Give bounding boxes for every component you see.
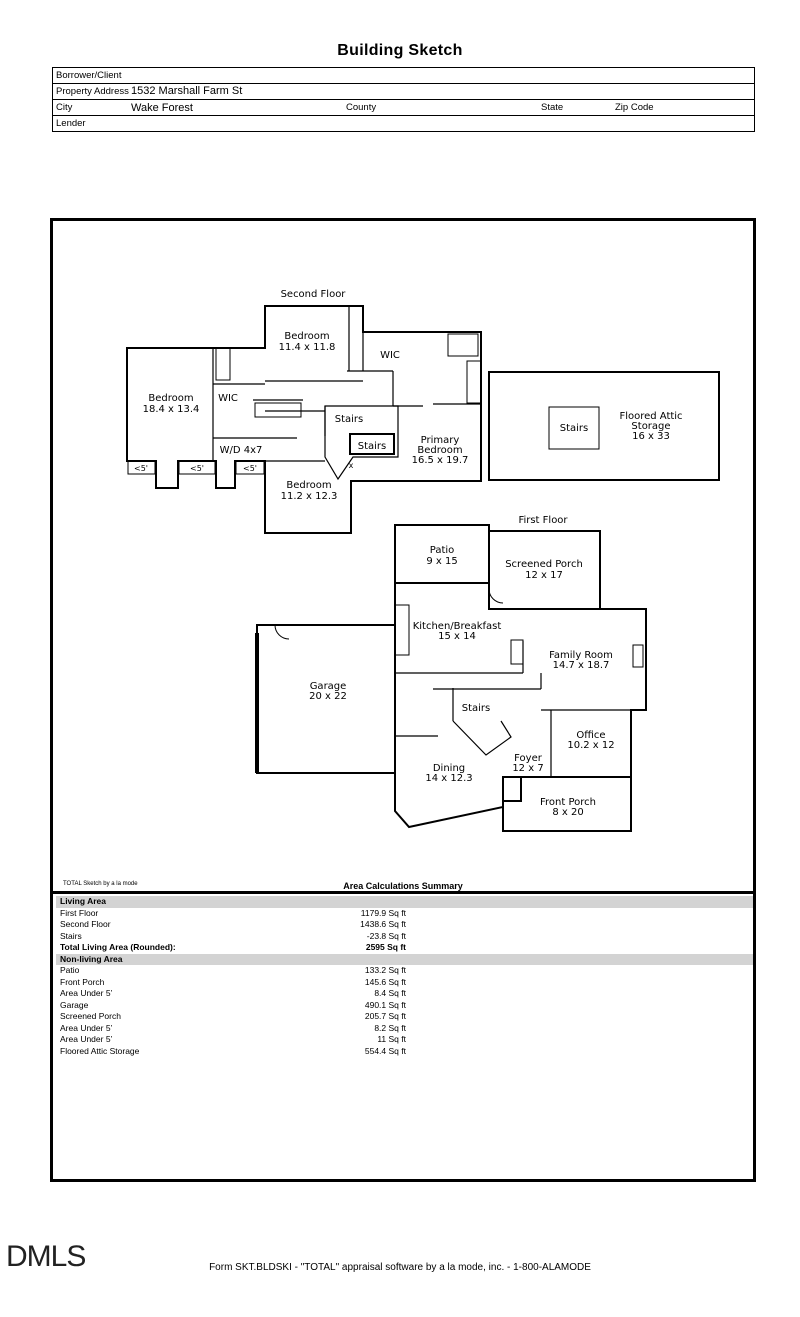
floor-plan-drawing (53, 221, 753, 881)
door-swing (275, 625, 289, 639)
mls-watermark: DMLS (6, 1240, 86, 1273)
room-dim: 14.7 x 18.7 (552, 660, 610, 671)
room-name: Bedroom (284, 331, 330, 342)
lender-label: Lender (56, 118, 86, 129)
address-label: Property Address (56, 86, 129, 97)
first-floor-outline (257, 583, 646, 827)
table-row: Second Floor 1438.6 Sq ft (60, 919, 406, 929)
vanity-icon (255, 403, 301, 417)
room-name: W/D 4x7 (219, 445, 263, 456)
room-name: Stairs (357, 441, 387, 452)
summary-divider (53, 891, 753, 894)
room-name: Patio (429, 545, 455, 556)
table-row: Patio 133.2 Sq ft (60, 965, 406, 975)
city-label: City (56, 102, 73, 113)
door-swing-2 (489, 589, 503, 603)
zip-label: Zip Code (615, 102, 654, 113)
total-row: Total Living Area (Rounded): 2595 Sq ft (60, 942, 406, 952)
state-label: State (541, 102, 564, 113)
under5-label: <5' (134, 464, 148, 473)
room-dim: 15 x 14 (438, 631, 476, 642)
room-name: Front Porch (540, 797, 596, 808)
room-dim: 11.4 x 11.8 (278, 342, 336, 353)
table-row: Area Under 5’ 8.2 Sq ft (60, 1022, 406, 1033)
room-dim: 18.4 x 13.4 (142, 404, 200, 415)
room-name: Kitchen/Breakfast (412, 621, 502, 632)
table-row: Area Under 5’ 11 Sq ft (60, 1034, 406, 1044)
room-dim: 8 x 20 (552, 807, 584, 818)
table-row: Area Under 5’ 8.4 Sq ft (60, 988, 406, 998)
form-footer: Form SKT.BLDSKI - "TOTAL" appraisal software by a la mode, inc. - 1-800-ALAMODE (209, 1262, 591, 1273)
under5-label: <5' (190, 464, 204, 473)
tub-icon (216, 348, 230, 380)
room-name: Bedroom (286, 480, 332, 491)
room-dim: 20 x 22 (309, 691, 347, 702)
area-summary-table (56, 896, 753, 1057)
room-name: Floored Attic (619, 411, 683, 422)
room-dim: 14 x 12.3 (425, 773, 473, 784)
room-name: 16 x 33 (632, 431, 670, 442)
table-row: Floored Attic Storage 554.4 Sq ft (60, 1045, 406, 1056)
room-name: 16.5 x 19.7 (411, 455, 469, 466)
county-label: County (346, 102, 377, 113)
room-dim: 11.2 x 12.3 (280, 491, 338, 502)
room-name: Screened Porch (505, 559, 583, 570)
page-title: Building Sketch (337, 42, 463, 59)
room-dim: 10.2 x 12 (567, 740, 615, 751)
table-row: Garage 490.1 Sq ft (60, 999, 406, 1010)
table-row: Stairs -23.8 Sq ft (60, 930, 406, 941)
room-dim: 9 x 15 (426, 556, 458, 567)
room-name: Dining (432, 763, 466, 774)
room-dim: Storage (631, 421, 671, 432)
borrower-label: Borrower/Client (56, 70, 122, 81)
table-row: Front Porch 145.6 Sq ft (60, 976, 406, 987)
address-value: 1532 Marshall Farm St (131, 85, 243, 97)
first-floor-label: First Floor (518, 515, 568, 526)
table-row: Screened Porch 205.7 Sq ft (60, 1011, 406, 1021)
property-header-table (52, 67, 755, 132)
room-name: Office (576, 730, 606, 741)
room-name: Bedroom (148, 393, 194, 404)
room-name: WIC (380, 350, 400, 361)
lender-row (53, 116, 754, 131)
kitchen-counter (395, 605, 409, 655)
attic-outline (489, 372, 719, 480)
nonliving-area-header: Non-living Area (56, 954, 753, 966)
under5-label: <5' (243, 464, 257, 473)
borrower-row (53, 68, 754, 84)
fireplace-icon (633, 645, 643, 667)
room-name: Stairs (559, 423, 589, 434)
room-name: Primary (420, 435, 460, 446)
room-name: Family Room (549, 650, 613, 661)
room-name: Stairs (461, 703, 491, 714)
summary-title: Area Calculations Summary (343, 881, 463, 891)
island-sink (511, 640, 523, 664)
address-row (53, 84, 754, 100)
room-dim: Bedroom (417, 445, 463, 456)
stair-direction-mark: x (348, 461, 354, 470)
room-name: Garage (309, 681, 347, 692)
second-floor-label: Second Floor (280, 289, 346, 300)
city-value: Wake Forest (131, 102, 193, 114)
room-dim: 12 x 17 (525, 570, 563, 581)
vanity-icon-2 (467, 361, 481, 403)
tub-icon-2 (448, 334, 478, 356)
room-name: WIC (218, 393, 238, 404)
sketch-credit: TOTAL Sketch by a la mode (63, 881, 138, 887)
room-dim: 12 x 7 (512, 763, 544, 774)
table-row: First Floor 1179.9 Sq ft (60, 907, 406, 918)
living-area-header: Living Area (56, 896, 753, 908)
room-name: Foyer (514, 753, 542, 764)
sketch-frame (50, 218, 756, 1182)
room-name: Stairs (334, 414, 364, 425)
city-row (53, 100, 754, 116)
